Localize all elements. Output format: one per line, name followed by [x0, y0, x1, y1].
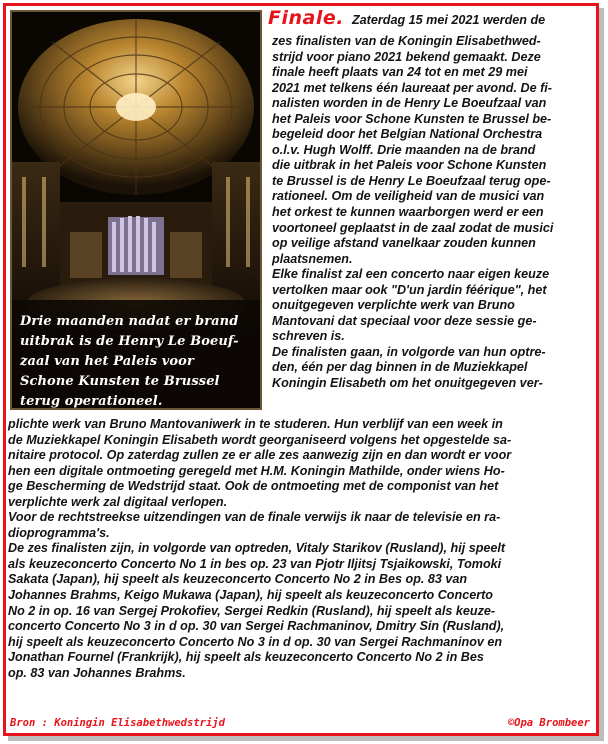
text-line: No 2 in op. 16 van Sergej Prokofiev, Sergei Redkin (Rusland), hij speelt als keuze-	[8, 603, 496, 618]
text-line: hen een digitale ontmoeting geregeld met H.M. Koningin Mathilde, onder wiens Ho-	[8, 463, 505, 478]
copyright-credit: ©Opa Brombeer	[507, 717, 590, 729]
text-line: De finalisten gaan, in volgorde van hun optre-	[272, 344, 546, 359]
photo-caption	[20, 312, 256, 410]
text-line: Jonathan Fournel (Frankrijk), hij speelt als keuzeconcerto Concerto No 2 in Bes	[8, 650, 484, 665]
text-line: de Muziekkapel Koningin Elisabeth wordt georganiseerd volgens het opgestelde sa-	[8, 432, 512, 447]
text-line: het Paleis voor Schone Kunsten te Brussel be-	[272, 111, 552, 126]
text-line: begeleid door het Belgian National Orchestra	[272, 127, 543, 142]
text-line: op veilige afstand vanelkaar zouden kunnen	[272, 236, 536, 251]
text-line: De zes finalisten zijn, in volgorde van optreden, Vitaly Starikov (Rusland), hij speelt	[8, 541, 506, 556]
text-line: plaatsnemen.	[272, 251, 353, 266]
text-line: onuitgegeven verplichte werk van Bruno	[272, 298, 515, 313]
text-line: dioprogramma's.	[8, 525, 110, 540]
text-line: te Brussel is de Henry Le Boeufzaal terug ope-	[272, 173, 551, 188]
caption-line: Schone Kunsten te Brussel	[20, 374, 220, 389]
title-line	[268, 7, 546, 35]
text-line: strijd voor piano 2021 bekend gemaakt. Deze	[272, 49, 541, 64]
text-line: concerto Concerto No 3 in d op. 30 van Sergei Rachmaninov, Dmitry Sin (Rusland),	[8, 619, 505, 634]
text-line: verplichte werk zal digitaal verlopen.	[8, 494, 228, 509]
text-line: 2021 met telkens één laureaat per avond. De fi-	[272, 80, 552, 95]
text-line: rationeel. Om de veiligheid van de musici van	[272, 189, 545, 204]
text-line: nalisten worden in de Henry Le Boeufzaal van	[272, 96, 547, 111]
text-line: den, één per dag binnen in de Muziekkapel	[272, 360, 528, 375]
text-line: o.l.v. Hugh Wolff. Drie maanden na de brand	[272, 142, 536, 157]
caption-line: terug operationeel.	[20, 394, 163, 409]
text-line: Elke finalist zal een concerto naar eigen keuze	[272, 267, 550, 282]
text-line: ge Bescherming de Wedstrijd staat. Ook de ontmoeting met de componist van het	[8, 479, 499, 494]
caption-line: uitbrak is de Henry Le Boeuf-	[20, 334, 239, 349]
text-line: Sakata (Japan), hij speelt als keuzeconcerto Concerto No 2 in Bes op. 83 van	[8, 572, 468, 587]
text-line: schreven is.	[272, 329, 345, 344]
text-line: het orkest te kunnen waarborgen werd er een	[272, 205, 544, 220]
text-line: Koningin Elisabeth om het onuitgegeven ver-	[272, 376, 543, 391]
text-line: Mantovani dat speciaal voor deze sessie ge-	[272, 313, 537, 328]
text-line: voortoneel geplaatst in de zaal zodat de musici	[272, 220, 554, 235]
concert-hall-photo	[10, 10, 262, 410]
text-line: Voor de rechtstreekse uitzendingen van de finale verwijs ik naar de televisie en ra-	[8, 510, 501, 525]
source-note: Bron : Koningin Elisabethwedstrijd	[10, 717, 225, 729]
frame-shadow-bottom	[8, 736, 604, 741]
right-column-text	[272, 34, 553, 392]
article-lead: Zaterdag 15 mei 2021 werden de	[351, 13, 546, 27]
text-line: op. 83 van Johannes Brahms.	[8, 665, 186, 680]
article-title: Finale.	[268, 7, 344, 29]
text-line: nitaire protocol. Op zaterdag zullen ze er alle zes aanwezig zijn en dan wordt er voor	[8, 448, 512, 463]
text-line: plichte werk van Bruno Mantovaniwerk in te studeren. Hun verblijf van een week in	[8, 417, 503, 431]
caption-line: zaal van het Paleis voor	[20, 354, 194, 369]
caption-line: Drie maanden nadat er brand	[20, 314, 239, 329]
text-line: vertolken maar ook "D'un jardin féérique", het	[272, 282, 547, 297]
text-line: Johannes Brahms, Keigo Mukawa (Japan), hij speelt als keuzeconcerto Concerto	[8, 588, 493, 603]
text-line: als keuzeconcerto Concerto No 1 in bes op. 23 van Pjotr Iljitsj Tsjaikowski, Tomoki	[8, 556, 502, 571]
text-line: hij speelt als keuzeconcerto Concerto No 3 in d op. 30 van Sergei Rachmaninov en	[8, 634, 503, 649]
text-line: die uitbrak in het Paleis voor Schone Kunsten	[272, 158, 547, 173]
text-line: zes finalisten van de Koningin Elisabethwed-	[272, 34, 541, 48]
frame-shadow-right	[599, 8, 604, 741]
full-width-text	[8, 417, 511, 681]
text-line: finale heeft plaats van 24 tot en met 29 mei	[272, 65, 528, 80]
